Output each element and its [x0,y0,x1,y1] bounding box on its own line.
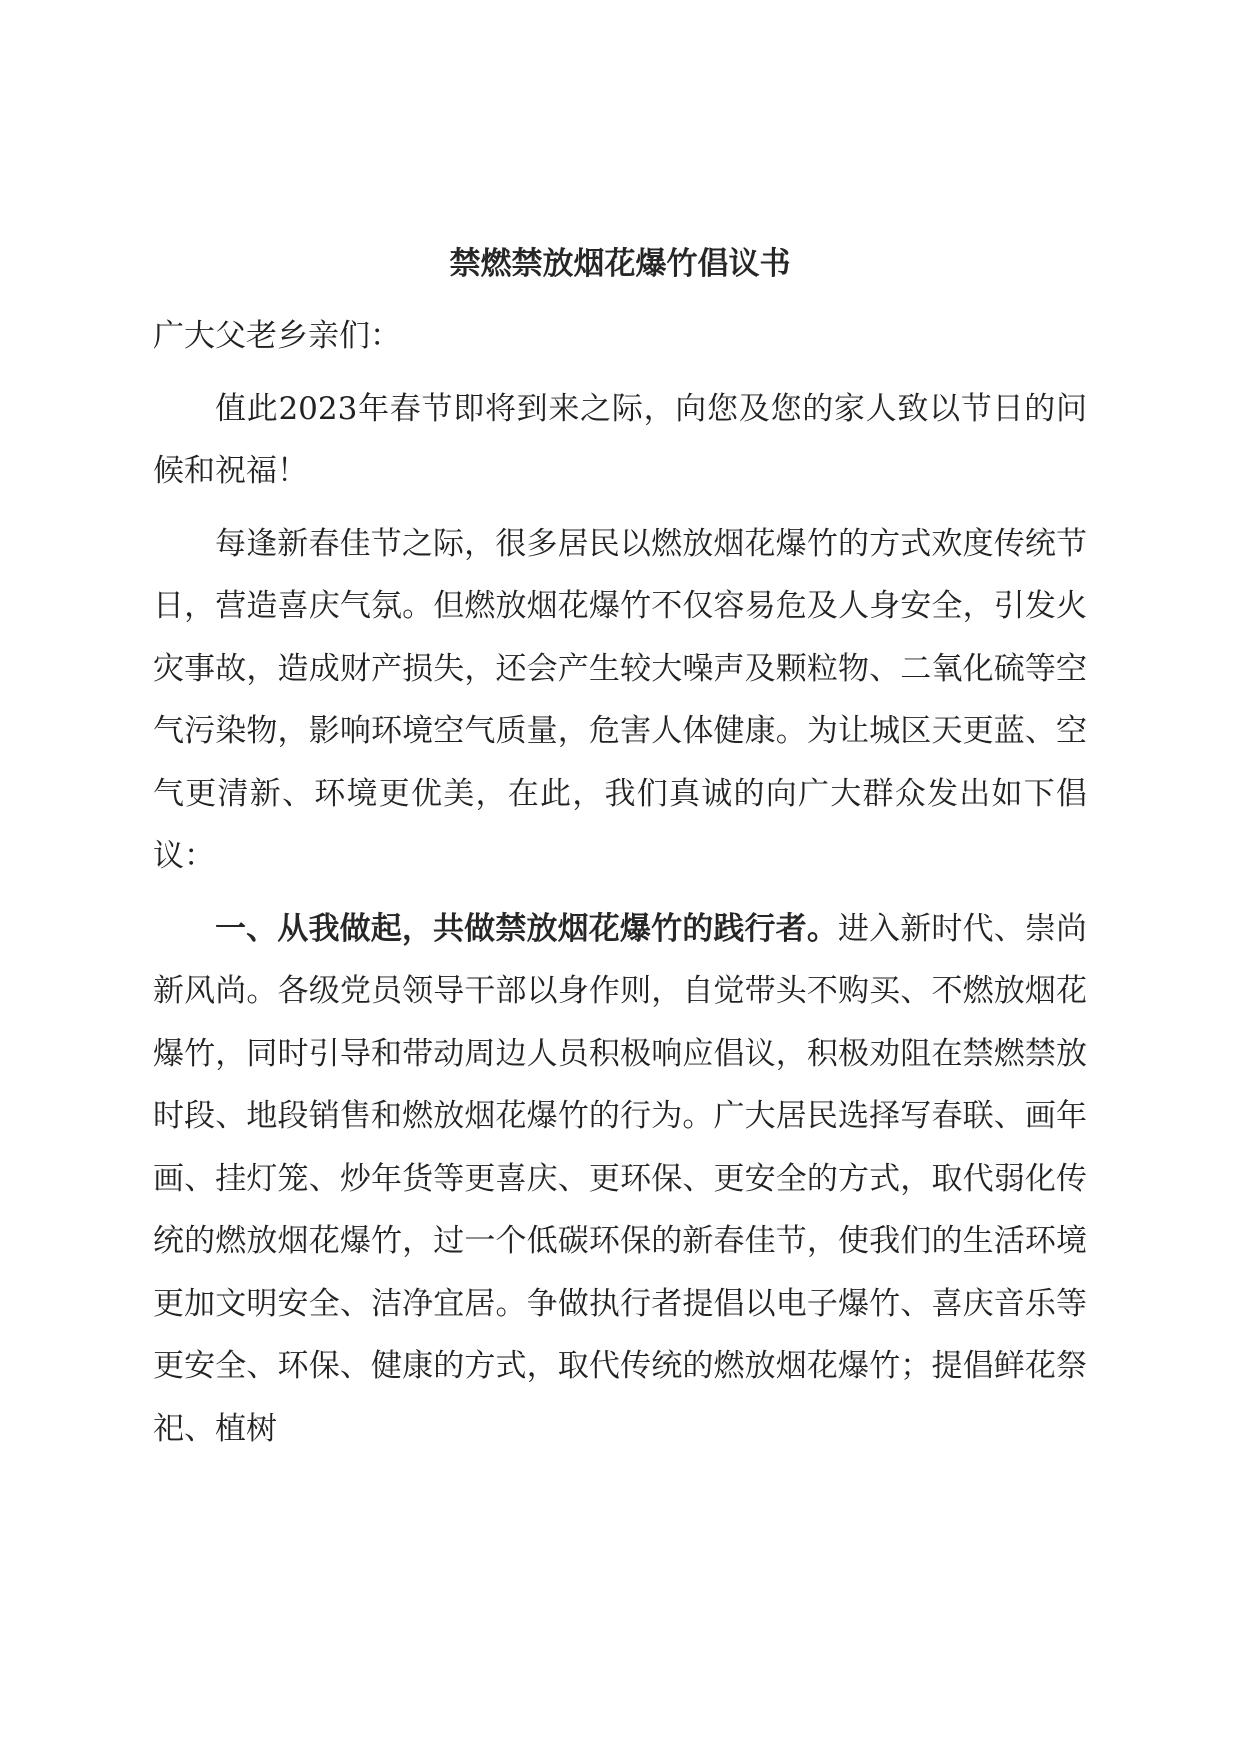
paragraph-text: 每逢新春佳节之际，很多居民以燃放烟花爆竹的方式欢度传统节日，营造喜庆气氛。但燃放烟花爆竹不仅容易危及人身安全，引发火灾事故，造成财产损失，还会产生较大噪声及颗粒物、二氧化硫等空气污染物，影响环境空气质量，危害人体健康。为让城区天更蓝、空气更清新、环境更优美，在此，我们真诚的向广大群众发出如下倡议： [153,525,1087,874]
paragraph-text: 值此2023年春节即将到来之际，向您及您的家人致以节日的问候和祝福！ [153,390,1087,489]
paragraph-background [153,513,1087,888]
proposal-heading: 一、从我做起，共做禁放烟花爆竹的践行者。 [215,910,838,947]
paragraph-proposal-1 [153,898,1087,1461]
paragraph-greeting [153,378,1087,503]
salutation: 广大父老乡亲们： [153,318,401,354]
paragraph-text: 进入新时代、崇尚新风尚。各级党员领导干部以身作则，自觉带头不购买、不燃放烟花爆竹，同时引导和带动周边人员积极响应倡议，积极劝阻在禁燃禁放时段、地段销售和燃放烟花爆竹的行为。广大居民选择写春联、画年画、挂灯笼、炒年货等更喜庆、更环保、更安全的方式，取代弱化传统的燃放烟花爆竹，过一个低碳环保的新春佳节，使我们的生活环境更加文明安全、洁净宜居。争做执行者提倡以电子爆竹、喜庆音乐等更安全、环保、健康的方式，取代传统的燃放烟花爆竹；提倡鲜花祭祀、植树 [153,910,1088,1447]
document-body [153,305,1087,1470]
document-title: 禁燃禁放烟花爆竹倡议书 [449,246,791,282]
